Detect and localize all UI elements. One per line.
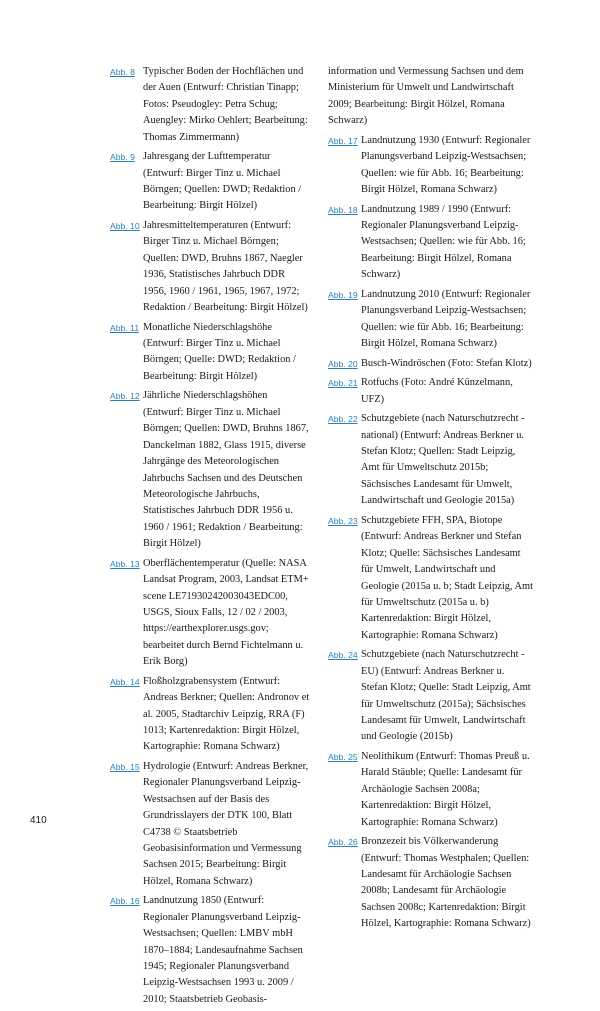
figure-credit-entry xyxy=(110,893,310,1008)
figure-reference-link[interactable]: Abb. 10 xyxy=(110,221,140,232)
figure-credit-entry xyxy=(328,356,533,372)
figure-reference-link[interactable]: Abb. 12 xyxy=(110,391,140,402)
figure-reference-link[interactable]: Abb. 24 xyxy=(328,650,358,661)
figure-credit-entry xyxy=(110,218,310,316)
figure-credit-text: Jahresmitteltemperaturen (Entwurf: Birger Tinz u. Michael Börngen; Quellen: DWD, Bruhns 1867, Naegler 1936, Statistisches Jahrbuch DDR 1956, 1960 / 1961, 1965, 1967, 1972; Redaktion / Bearbeitung: Birgit Hölzel) xyxy=(143,220,308,314)
figure-credit-text: Landnutzung 1850 (Entwurf: Regionaler Planungsverband Leipzig-Westsachsen; Quellen: LMBV mbH 1870–1884; Landesaufnahme Sachsen 1945; Regionaler Planungsverband Leipzig-Westsachsen 1993 u. 2009 / 2010; Staatsbetrieb Geobasis- xyxy=(143,895,303,1005)
figure-credit-entry xyxy=(110,149,310,215)
figure-credit-entry xyxy=(328,202,533,284)
figure-reference-link[interactable]: Abb. 17 xyxy=(328,135,358,146)
figure-reference-link[interactable]: Abb. 19 xyxy=(328,289,358,300)
figure-reference-link[interactable]: Abb. 15 xyxy=(110,761,140,772)
figure-reference-link[interactable]: Abb. 25 xyxy=(328,751,358,762)
figure-credit-text: Schutzgebiete FFH, SPA, Biotope (Entwurf: Andreas Berkner und Stefan Klotz; Quelle: Sächsisches Landesamt für Umwelt, Landwirtschaft und Geologie (2015a u. b; Stadt Leipzig, Amt für Umweltschutz (2015a u. b) Kartenredaktion: Birgit Hölzel, Kartographie: Romana Schwarz) xyxy=(361,514,533,641)
figure-reference-link[interactable]: Abb. 23 xyxy=(328,515,358,526)
page-number: 410 xyxy=(30,815,47,826)
figure-reference-link[interactable]: Abb. 22 xyxy=(328,414,358,425)
figure-credit-text: Hydrologie (Entwurf: Andreas Berkner, Regionaler Planungsverband Leipzig-Westsachsen auf der Basis des Grundrisslayers der DTK 100, Blatt C4738 © Staatsbetrieb Geobasisinformation und Vermessung Sachsen 2015; Bearbeitung: Birgit Hölzel, Romana Schwarz) xyxy=(143,760,309,887)
figure-credit-text: Schutzgebiete (nach Naturschutzrecht - national) (Entwurf: Andreas Berkner u. Stefan Klotz; Quellen: Stadt Leipzig, Amt für Umweltschutz 2015b; Sächsisches Landesamt für Umwelt, Landwirtschaft und Geologie 2015a) xyxy=(361,413,525,507)
figure-credit-text: Monatliche Niederschlagshöhe (Entwurf: Birger Tinz u. Michael Börngen; Quelle: DWD; Redaktion / Bearbeitung: Birgit Hölzel) xyxy=(143,321,296,382)
figure-reference-link[interactable]: Abb. 18 xyxy=(328,204,358,215)
figure-credit-text: Rotfuchs (Foto: André Künzelmann, UFZ) xyxy=(361,377,513,405)
figure-credit-text: Busch-Windröschen (Foto: Stefan Klotz) xyxy=(361,357,532,369)
figure-credit-text: Jährliche Niederschlagshöhen (Entwurf: Birger Tinz u. Michael Börngen; Quellen: DWD, Bruhns 1867, Danckelman 1882, Glass 1915, diverse Jahrgänge des Meteorologischen Jahrbuchs Sachsen und des Deutschen Meteorologische Jahrbuchs, Statistisches Jahrbuch DDR 1956 u. 1960 / 1961; Redaktion / Bearbeitung: Birgit Hölzel) xyxy=(143,390,309,550)
figure-credit-entry xyxy=(328,647,533,745)
figure-credit-entry xyxy=(328,375,533,408)
figure-credit-entry xyxy=(328,834,533,932)
figure-credit-entry xyxy=(328,513,533,644)
figure-reference-link[interactable]: Abb. 16 xyxy=(110,896,140,907)
figure-reference-link[interactable]: Abb. 14 xyxy=(110,676,140,687)
figure-credit-entry xyxy=(328,411,533,509)
figure-reference-link[interactable]: Abb. 26 xyxy=(328,837,358,848)
figure-credit-text: Landnutzung 2010 (Entwurf: Regionaler Planungsverband Leipzig-Westsachsen; Quellen: wie für Abb. 16; Bearbeitung: Birgit Hölzel, Romana Schwarz) xyxy=(361,288,531,350)
figure-credit-entry xyxy=(328,133,533,199)
figure-credit-entry xyxy=(328,287,533,353)
figure-reference-link[interactable]: Abb. 11 xyxy=(110,322,139,333)
figure-credit-entry xyxy=(328,749,533,831)
figure-credit-text: Floßholzgrabensystem (Entwurf: Andreas Berkner; Quellen: Andronov et al. 2005, Stadtarchiv Leipzig, RRA (F) 1013; Kartenredaktion: Birgit Hölzel, Kartographie: Romana Schwarz) xyxy=(143,675,310,753)
figure-credit-entry xyxy=(110,556,310,671)
figure-credit-entry xyxy=(110,674,310,756)
figure-credit-text: Schutzgebiete (nach Naturschutzrecht - EU) (Entwurf: Andreas Berkner u. Stefan Klotz; Quelle: Stadt Leipzig, Amt für Umweltschutz (2015a); Sächsisches Landesamt für Umwelt, Landwirtschaft und Geologie (2015b) xyxy=(361,649,531,743)
figure-reference-link[interactable]: Abb. 9 xyxy=(110,152,135,163)
figure-credit-text: Jahresgang der Lufttemperatur (Entwurf: Birger Tinz u. Michael Börngen; Quellen: DWD; Redaktion / Bearbeitung: Birgit Hölzel) xyxy=(143,151,302,212)
figure-credit-entry xyxy=(110,759,310,890)
figure-reference-link[interactable]: Abb. 21 xyxy=(328,378,358,389)
figure-reference-link[interactable]: Abb. 13 xyxy=(110,558,140,569)
figure-credit-text: Bronzezeit bis Völkerwanderung (Entwurf: Thomas Westphalen; Quellen: Landesamt für Archäologie Sachsen 2008b; Landesamt für Archäologie Sachsen 2008c; Kartenredaktion: Birgit Hölzel, Kartographie: Romana Schwarz) xyxy=(361,836,531,930)
figure-credit-entry xyxy=(328,64,533,130)
figure-credit-text: Typischer Boden der Hochflächen und der Auen (Entwurf: Christian Tinapp; Fotos: Pseudogley: Petra Schug; Auengley: Mirko Oehlert; Bearbeitung: Thomas Zimmermann) xyxy=(143,66,308,143)
figure-reference-link[interactable]: Abb. 8 xyxy=(110,67,135,77)
figure-credit-entry xyxy=(110,388,310,552)
figure-credit-text: Oberflächentemperatur (Quelle: NASA Landsat Program, 2003, Landsat ETM+ scene LE71930242003043EDC00, USGS, Sioux Falls, 12 / 02 / 2003, https://earthexplorer.usgs.gov; bearbeitet durch Bernd Fichtelmann u. Erik Borg) xyxy=(143,557,309,668)
figure-credits-left-column xyxy=(110,64,310,1011)
figure-credit-text: Landnutzung 1930 (Entwurf: Regionaler Planungsverband Leipzig-Westsachsen; Quellen: wie für Abb. 16; Bearbeitung: Birgit Hölzel, Romana Schwarz) xyxy=(361,134,531,196)
figure-reference-link[interactable]: Abb. 20 xyxy=(328,358,358,369)
figure-credit-entry xyxy=(110,64,310,146)
figure-credit-text: Landnutzung 1989 / 1990 (Entwurf: Regionaler Planungsverband Leipzig-Westsachsen; Quellen: wie für Abb. 16; Bearbeitung: Birgit Hölzel, Romana Schwarz) xyxy=(361,203,526,281)
figure-credit-text: Neolithikum (Entwurf: Thomas Preuß u. Harald Stäuble; Quelle: Landesamt für Archäologie Sachsen 2008a; Kartenredaktion: Birgit Hölzel, Kartographie: Romana Schwarz) xyxy=(361,750,530,828)
figure-credit-entry xyxy=(110,320,310,386)
figure-credits-right-column xyxy=(328,64,533,936)
figure-credit-text: information und Vermessung Sachsen und dem Ministerium für Umwelt und Landwirtschaft 2009; Bearbeitung: Birgit Hölzel, Romana Schwarz) xyxy=(328,66,524,127)
